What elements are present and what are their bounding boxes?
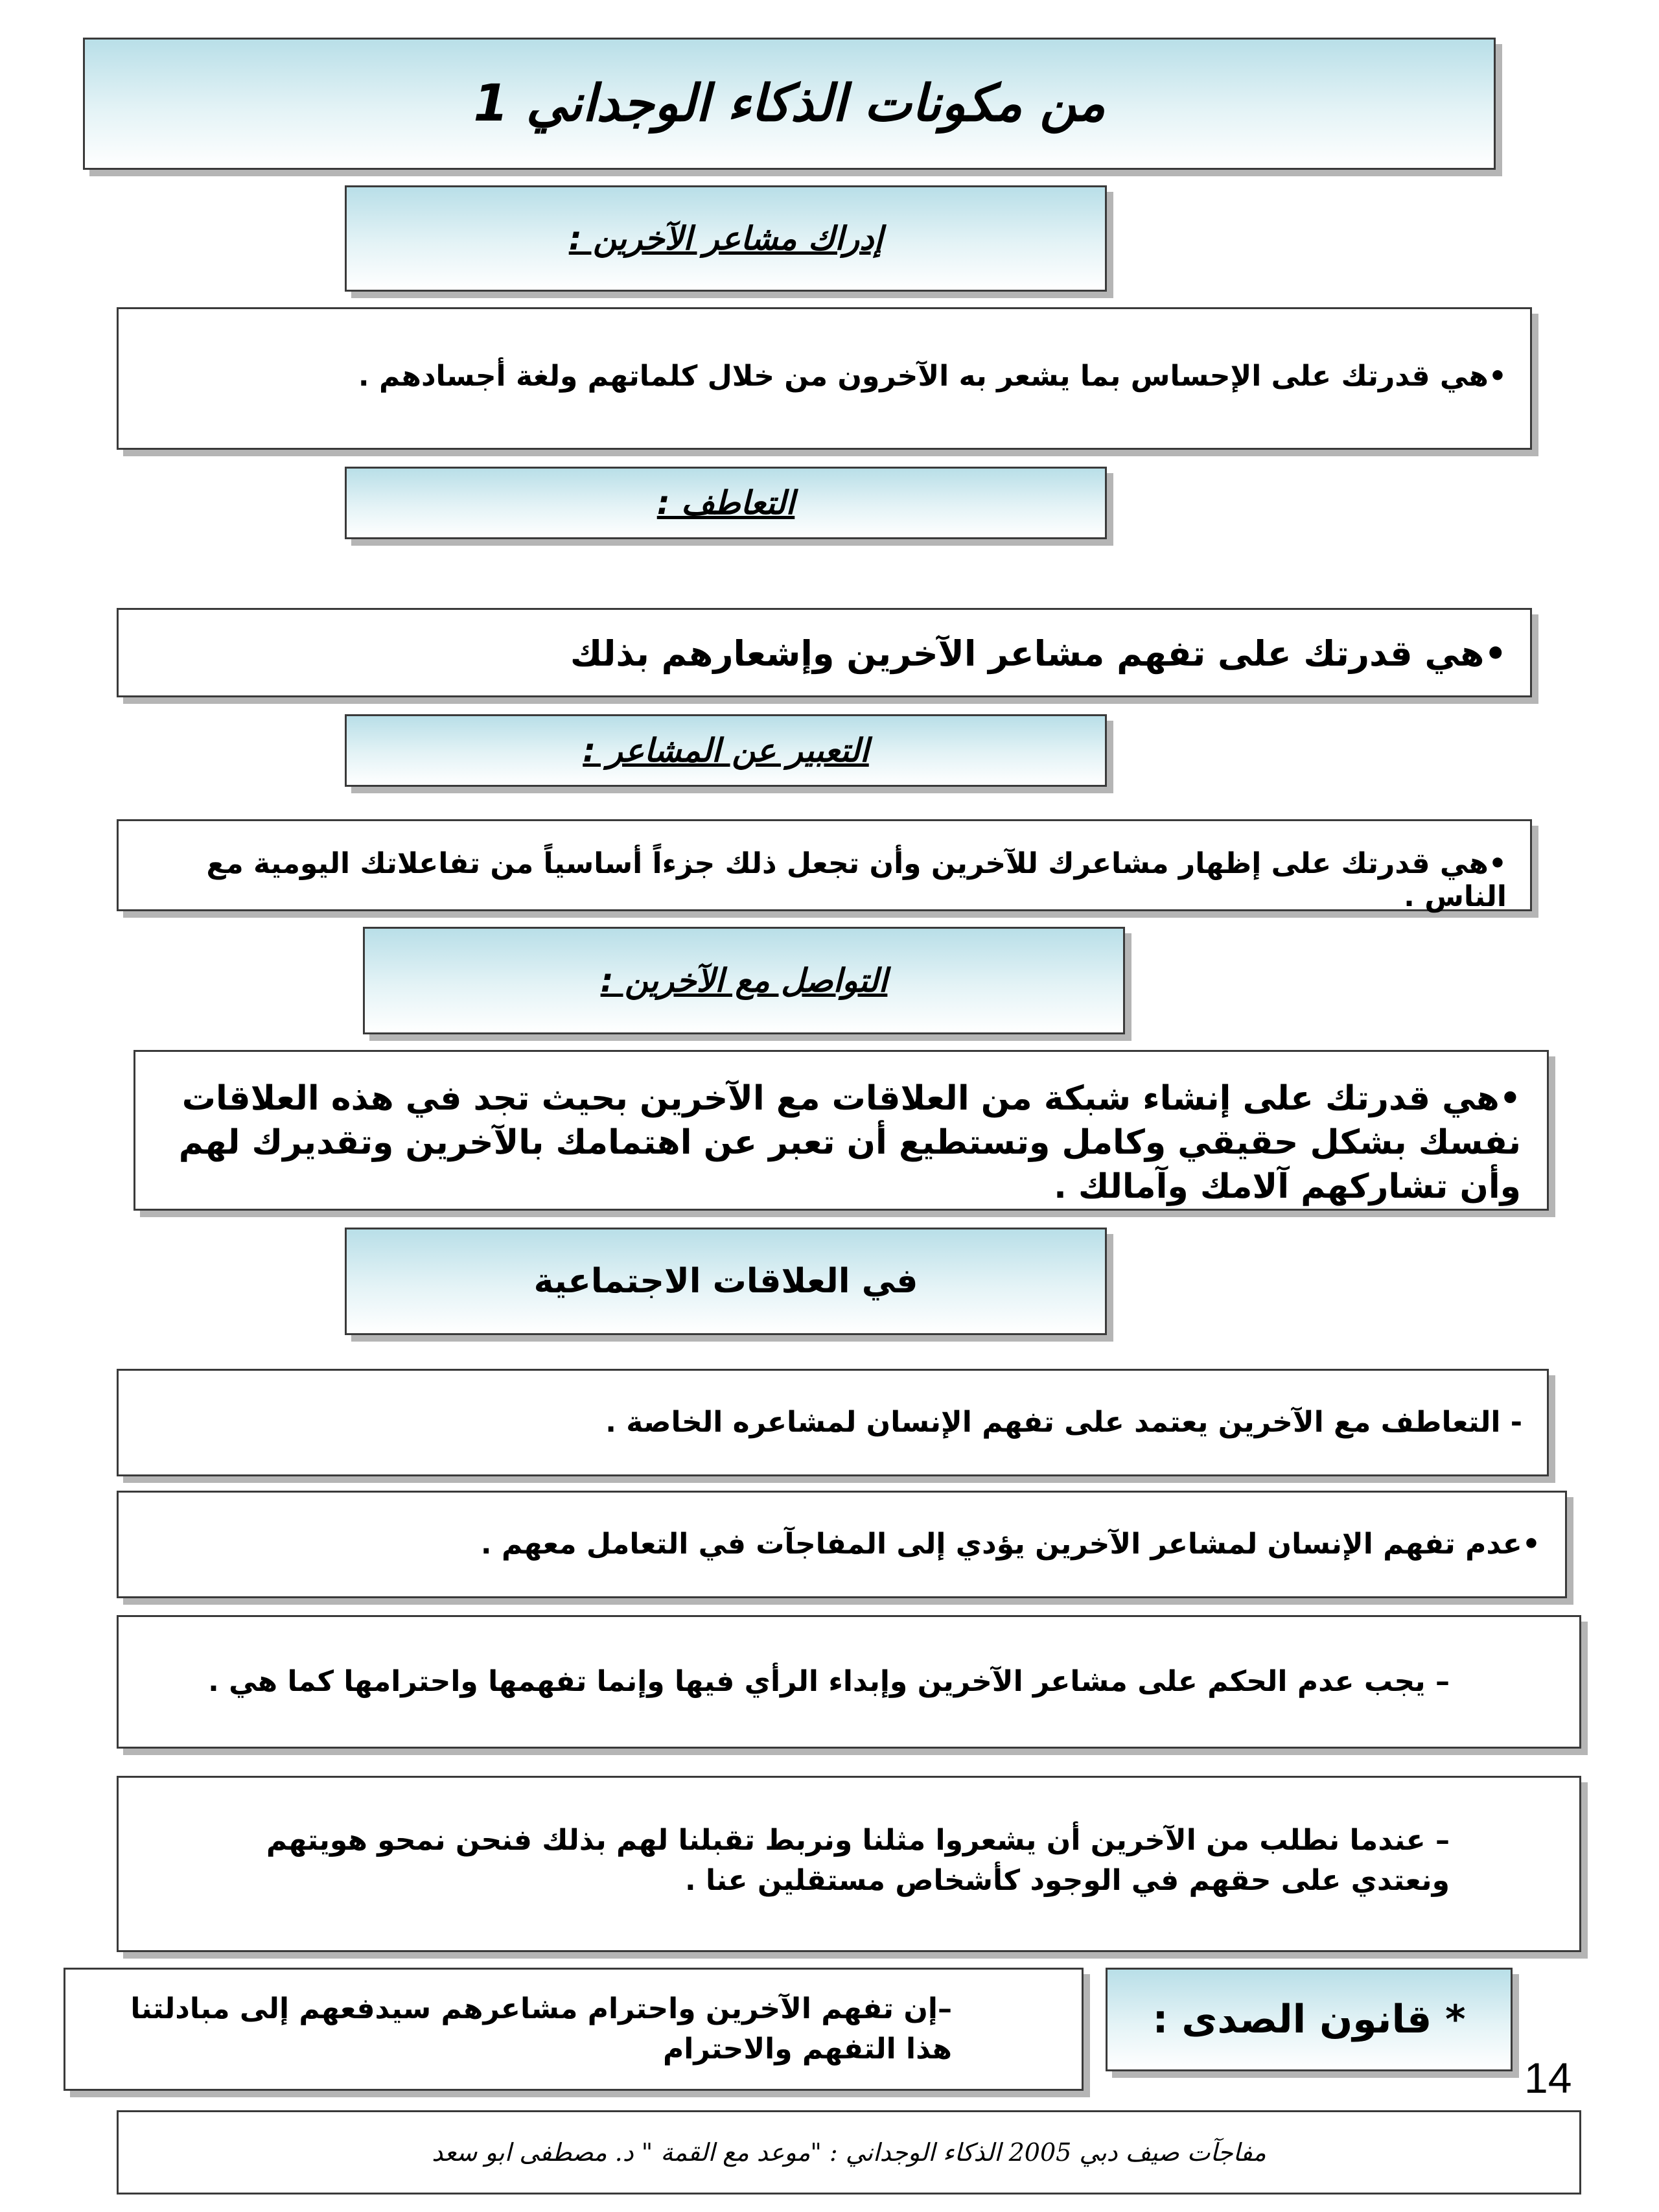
social-point-4: – عندما نطلب من الآخرين أن يشعروا مثلنا ونربط تقبلنا لهم بذلك فنحن نمحو هويتهم ونعتدي على حقهم في الوجود كأشخاص مستقلين عنا . xyxy=(266,1824,1450,1897)
social-point-box-4 xyxy=(117,1776,1581,1952)
social-point-box-1 xyxy=(117,1369,1549,1476)
social-point-2: •عدم تفهم الإنسان لمشاعر الآخرين يؤدي إلى المفاجآت في التعامل معهم . xyxy=(480,1528,1540,1561)
heading-expression: التعبير عن المشاعر : xyxy=(583,732,869,769)
definition-box-communication xyxy=(133,1050,1549,1211)
definition-communication: •هي قدرتك على إنشاء شبكة من العلاقات مع الآخرين بحيث تجد في هذه العلاقات نفسك بشكل حقيقي وكامل وتستطيع أن تعبر عن اهتمامك بالآخرين وتقديرك لهم وأن تشاركهم آلامك وآمالك . xyxy=(178,1079,1521,1206)
social-point-box-2 xyxy=(117,1491,1567,1598)
heading-box-expression xyxy=(345,714,1107,787)
definition-box-empathy xyxy=(117,608,1532,697)
heading-box-communication xyxy=(363,927,1125,1034)
heading-perceiving: إدراك مشاعر الآخرين : xyxy=(568,220,883,257)
heading-social: في العلاقات الاجتماعية xyxy=(533,1262,918,1301)
social-point-1: - التعاطف مع الآخرين يعتمد على تفهم الإنسان لمشاعره الخاصة . xyxy=(605,1406,1522,1439)
social-point-3: – يجب عدم الحكم على مشاعر الآخرين وإبداء الرأي فيها وإنما تفهمها واحترامها كما هي . xyxy=(208,1665,1450,1698)
heading-empathy: التعاطف : xyxy=(656,484,795,522)
heading-box-social xyxy=(345,1228,1107,1335)
echo-law-label: * قانون الصدى : xyxy=(1152,1997,1466,2042)
page-number: 14 xyxy=(1524,2054,1572,2102)
heading-box-perceiving xyxy=(345,185,1107,292)
heading-communication: التواصل مع الآخرين : xyxy=(600,962,888,999)
definition-expression: •هي قدرتك على إظهار مشاعرك للآخرين وأن تجعل ذلك جزءاً أساسياً من تفاعلاتك اليومية مع الناس . xyxy=(206,847,1507,913)
title-box xyxy=(83,38,1496,170)
definition-empathy: •هي قدرتك على تفهم مشاعر الآخرين وإشعارهم بذلك xyxy=(570,633,1507,674)
echo-law-text: –إن تفهم الآخرين واحترام مشاعرهم سيدفعهم إلى مبادلتنا هذا التفهم والاحترام xyxy=(130,1992,952,2066)
definition-perceiving: •هي قدرتك على الإحساس بما يشعر به الآخرون من خلال كلماتهم ولغة أجسادهم . xyxy=(358,360,1507,393)
footer-box xyxy=(117,2110,1581,2195)
definition-box-expression xyxy=(117,819,1532,911)
echo-law-label-box xyxy=(1106,1968,1513,2071)
echo-law-text-box xyxy=(64,1968,1084,2091)
social-point-box-3 xyxy=(117,1615,1581,1749)
heading-box-empathy xyxy=(345,467,1107,539)
page-title: من مكونات الذكاء الوجداني 1 xyxy=(473,75,1106,133)
definition-box-perceiving xyxy=(117,307,1532,450)
footer-text: مفاجآت صيف دبي 2005 الذكاء الوجداني : "موعد مع القمة " د. مصطفى ابو سعد xyxy=(432,2138,1266,2167)
